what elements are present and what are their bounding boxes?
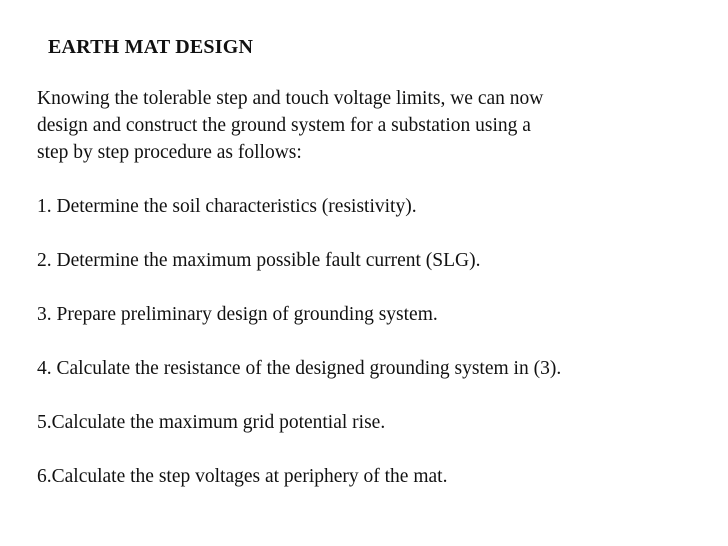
intro-line: design and construct the ground system for a substation using a bbox=[37, 115, 531, 136]
step-3: 3. Prepare preliminary design of grounding system. bbox=[37, 304, 438, 325]
intro-paragraph bbox=[37, 85, 697, 166]
step-6: 6.Calculate the step voltages at periphery of the mat. bbox=[37, 466, 448, 487]
step-2: 2. Determine the maximum possible fault current (SLG). bbox=[37, 250, 481, 271]
procedure-steps bbox=[37, 193, 697, 490]
step-1: 1. Determine the soil characteristics (resistivity). bbox=[37, 196, 417, 217]
slide-title: EARTH MAT DESIGN bbox=[48, 36, 254, 58]
intro-line: Knowing the tolerable step and touch voltage limits, we can now bbox=[37, 88, 544, 109]
intro-line: step by step procedure as follows: bbox=[37, 142, 302, 163]
slide-body bbox=[37, 85, 697, 490]
step-4: 4. Calculate the resistance of the designed grounding system in (3). bbox=[37, 358, 562, 379]
step-5: 5.Calculate the maximum grid potential rise. bbox=[37, 412, 386, 433]
